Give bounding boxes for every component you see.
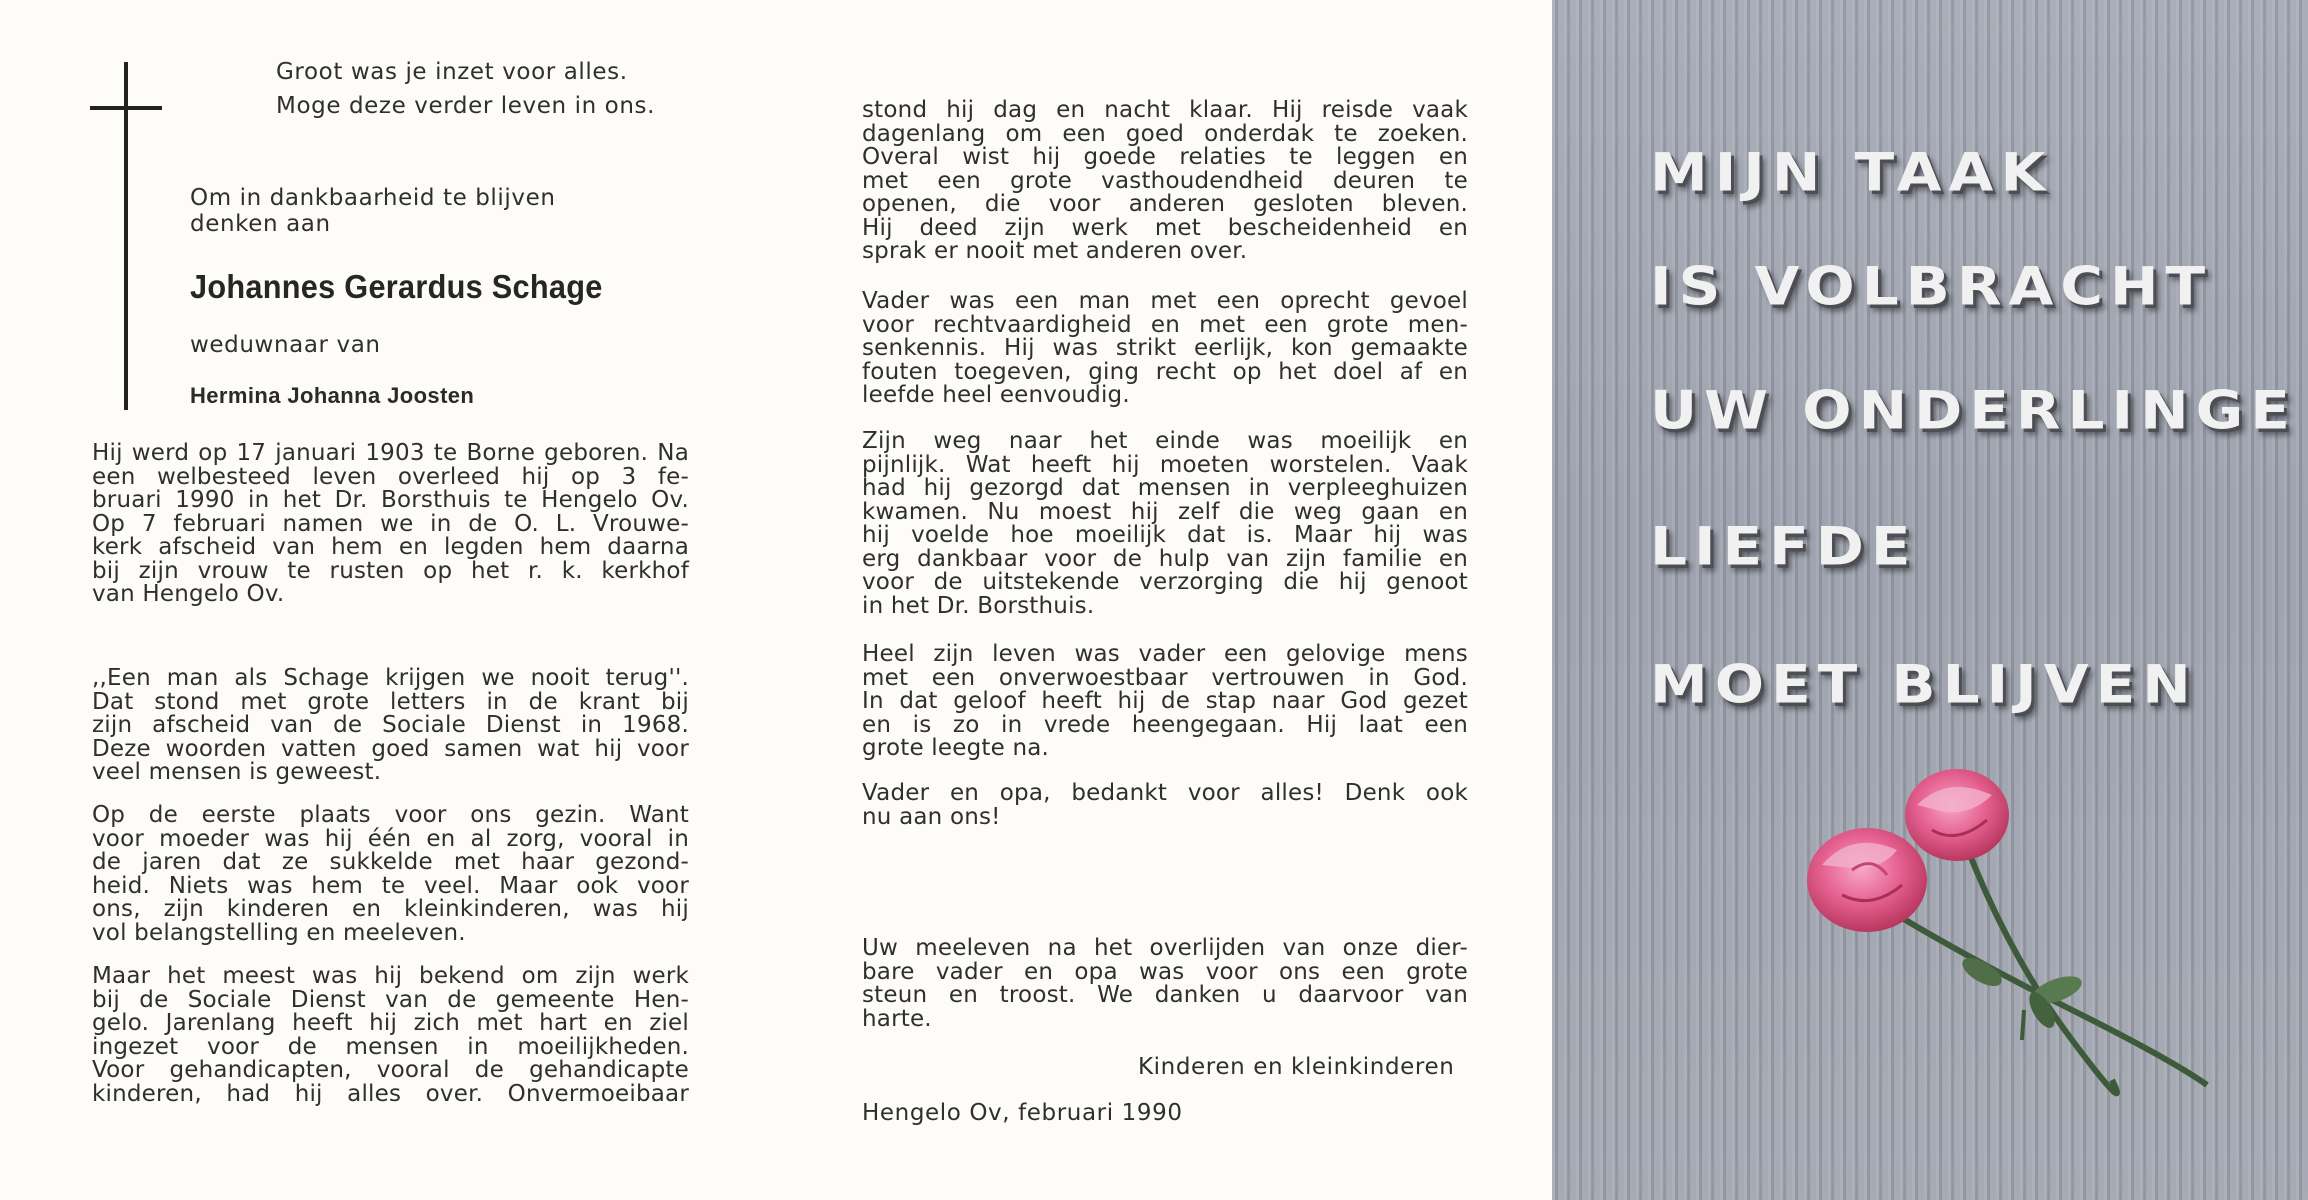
text-line: voor moeder was hij één en al zorg, vooral in <box>92 825 689 852</box>
plaque-line-2: IS VOLBRACHT <box>1650 256 2213 318</box>
plaque-line-3: UW ONDERLINGE <box>1650 380 2297 442</box>
text-line: kwamen. Nu moest hij zelf die weg gaan en <box>862 498 1468 525</box>
roses-illustration <box>1552 0 2308 1200</box>
intro-line-2: denken aan <box>190 211 331 237</box>
place-date: Hengelo Ov, februari 1990 <box>862 1100 1183 1126</box>
text-line: had hij gezorgd dat mensen in verpleeghuizen <box>862 475 1468 501</box>
text-line: leefde heel eenvoudig. <box>862 382 1130 408</box>
deceased-name: Johannes Gerardus Schage <box>190 268 603 305</box>
text-line: harte. <box>862 1005 932 1032</box>
paragraph-character <box>862 290 1468 408</box>
text-line: Zijn weg naar het einde was moeilijk en <box>862 428 1468 454</box>
text-line: zijn afscheid van de Sociale Dienst in 1968. <box>92 712 689 738</box>
text-line: Vader was een man met een oprecht gevoel <box>862 288 1468 314</box>
paragraph-quote <box>92 667 689 785</box>
text-line: met een onverwoestbaar vertrouwen in God. <box>862 664 1468 691</box>
plaque-line-5: MOET BLIJVEN <box>1650 654 2198 716</box>
paragraph-continuation <box>862 99 1468 264</box>
text-line: en is zo in vrede heengegaan. Hij laat een <box>862 711 1468 738</box>
epigraph-line-1: Groot was je inzet voor alles. <box>276 59 628 85</box>
text-line: voor rechtvaardigheid en met een grote men- <box>862 311 1468 338</box>
middle-panel <box>790 0 1552 1200</box>
paragraph-faith <box>862 643 1468 761</box>
text-line: een welbesteed leven overleed hij op 3 fe- <box>92 463 689 490</box>
left-panel <box>0 0 790 1200</box>
text-line: dagenlang om een goed onderdak te zoeken. <box>862 120 1468 147</box>
spouse-name: Hermina Johanna Joosten <box>190 383 475 408</box>
text-line: Voor gehandicapten, vooral de gehandicapte <box>92 1057 689 1083</box>
text-line: Op 7 februari namen we in de O. L. Vrouwe- <box>92 510 689 537</box>
text-line: steun en troost. We danken u daarvoor van <box>862 982 1468 1008</box>
text-line: heid. Niets was hem te veel. Maar ook voor <box>92 872 689 899</box>
paragraph-work <box>92 965 689 1106</box>
text-line: pijnlijk. Wat heeft hij moeten worstelen. Vaak <box>862 451 1468 478</box>
text-line: ons, zijn kinderen en kleinkinderen, was hij <box>92 896 689 922</box>
text-line: erg dankbaar voor de hulp van zijn familie en <box>862 545 1468 572</box>
epigraph-line-2: Moge deze verder leven in ons. <box>276 93 656 119</box>
intro-line-1: Om in dankbaarheid te blijven <box>190 185 556 211</box>
plaque-line-1: MIJN TAAK <box>1650 142 2053 204</box>
text-line: met een grote vasthoudendheid deuren te <box>862 167 1468 194</box>
text-line: Hij deed zijn werk met bescheidenheid en <box>862 214 1468 241</box>
paragraph-illness <box>862 430 1468 618</box>
widow-label: weduwnaar van <box>190 332 381 358</box>
text-line: vol belangstelling en meeleven. <box>92 919 466 946</box>
text-line: kerk afscheid van hem en legden hem daarna <box>92 534 689 560</box>
rose-left <box>1807 828 1927 932</box>
text-line: sprak er nooit met anderen over. <box>862 238 1248 264</box>
memorial-photo <box>1552 0 2308 1200</box>
text-line: bare vader en opa was voor ons een grote <box>862 958 1468 985</box>
rose-right <box>1905 769 2009 861</box>
text-line: Overal wist hij goede relaties te leggen en <box>862 144 1468 170</box>
text-line: Dat stond met grote letters in de krant bij <box>92 688 689 715</box>
text-line: gelo. Jarenlang heeft hij zich met hart en ziel <box>92 1010 689 1036</box>
text-line: Heel zijn leven was vader een gelovige mens <box>862 641 1468 667</box>
paragraph-thanks <box>862 782 1468 829</box>
text-line: fouten toegeven, ging recht op het doel af en <box>862 358 1468 385</box>
text-line: Vader en opa, bedankt voor alles! Denk ook <box>862 780 1468 806</box>
paragraph-family <box>92 804 689 945</box>
paragraph-acknowledgement <box>862 937 1468 1031</box>
text-line: kinderen, had hij alles over. Onvermoeibaar <box>92 1080 689 1107</box>
name-bar <box>124 262 128 410</box>
text-line: ,,Een man als Schage krijgen we nooit terug''. <box>92 665 689 691</box>
text-line: Uw meeleven na het overlijden van onze dier- <box>862 935 1468 961</box>
text-line: van Hengelo Ov. <box>92 581 285 607</box>
text-line: Hij werd op 17 januari 1903 te Borne geboren. Na <box>92 440 689 466</box>
text-line: grote leegte na. <box>862 735 1050 761</box>
text-line: bruari 1990 in het Dr. Borsthuis te Hengelo Ov. <box>92 487 689 513</box>
text-line: hij voelde hoe moeilijk dat is. Maar hij was <box>862 522 1468 548</box>
signature: Kinderen en kleinkinderen <box>1138 1054 1455 1080</box>
text-line: Deze woorden vatten goed samen wat hij voor <box>92 735 689 762</box>
text-line: in het Dr. Borsthuis. <box>862 592 1095 619</box>
text-line: Op de eerste plaats voor ons gezin. Want <box>92 802 689 828</box>
text-line: stond hij dag en nacht klaar. Hij reisde vaak <box>862 97 1468 123</box>
text-line: voor de uitstekende verzorging die hij genoot <box>862 569 1468 595</box>
text-line: veel mensen is geweest. <box>92 759 382 785</box>
text-line: senkennis. Hij was strikt eerlijk, kon gemaakte <box>862 335 1468 361</box>
text-line: bij de Sociale Dienst van de gemeente Hen- <box>92 986 689 1013</box>
text-line: de jaren dat ze sukkelde met haar gezond- <box>92 849 689 875</box>
text-line: bij zijn vrouw te rusten op het r. k. kerkhof <box>92 557 689 584</box>
cross-beam <box>90 106 162 110</box>
text-line: openen, die voor anderen gesloten bleven. <box>862 191 1468 217</box>
text-line: nu aan ons! <box>862 803 1001 830</box>
plaque-line-4: LIEFDE <box>1650 516 1918 578</box>
paragraph-birth <box>92 442 689 607</box>
text-line: Maar het meest was hij bekend om zijn werk <box>92 963 689 989</box>
text-line: ingezet voor de mensen in moeilijkheden. <box>92 1033 689 1060</box>
text-line: In dat geloof heeft hij de stap naar God gezet <box>862 688 1468 714</box>
